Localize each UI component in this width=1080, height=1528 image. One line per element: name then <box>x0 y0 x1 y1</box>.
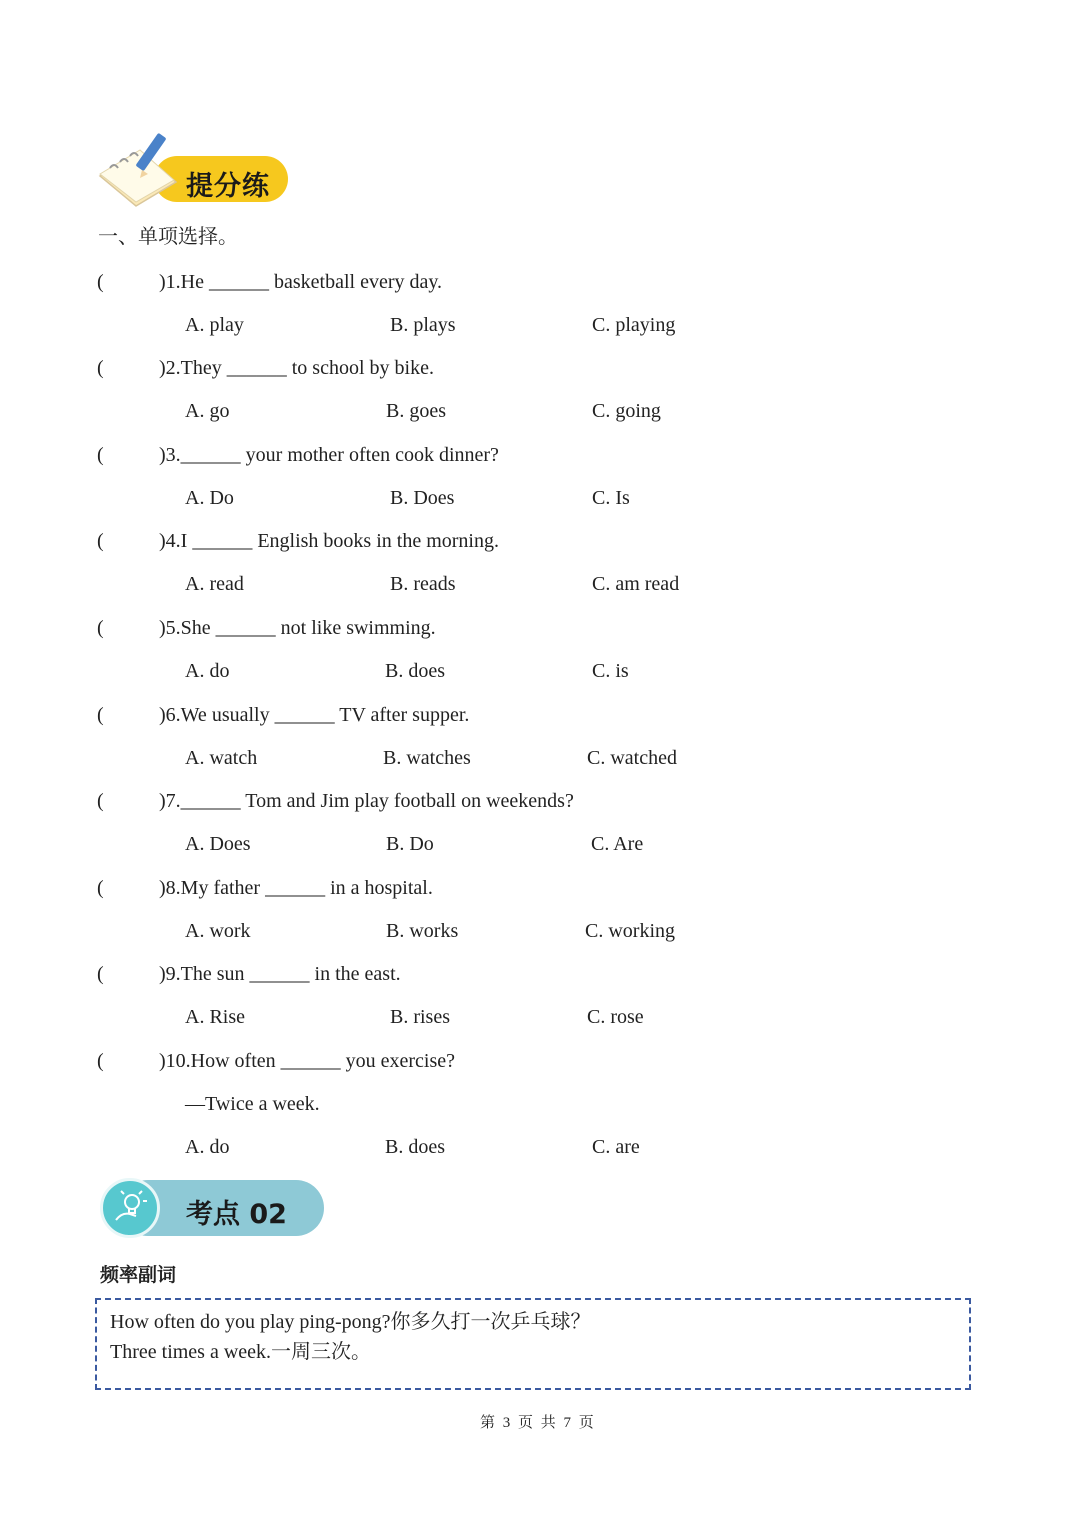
option-b: B. Does <box>390 487 455 509</box>
answer-paren: ( <box>97 704 104 726</box>
question-stem: )5.She ______ not like swimming. <box>159 617 436 639</box>
question-answer-line: —Twice a week. <box>185 1093 320 1115</box>
answer-paren: ( <box>97 877 104 899</box>
option-b: B. Do <box>386 833 434 855</box>
badge-label: 提分练 <box>186 171 270 202</box>
page-footer: 第 3 页 共 7 页 <box>480 1415 596 1431</box>
section-title: 一、单项选择。 <box>98 224 238 248</box>
option-a: A. Rise <box>185 1006 245 1028</box>
option-c: C. going <box>592 400 661 422</box>
question-stem: )6.We usually ______ TV after supper. <box>159 704 470 726</box>
option-c: C. Are <box>591 833 644 855</box>
answer-paren: ( <box>97 530 104 552</box>
option-b: B. goes <box>386 400 446 422</box>
option-b: B. rises <box>390 1006 450 1028</box>
answer-paren: ( <box>97 1050 104 1072</box>
option-b: B. watches <box>383 747 471 769</box>
option-c: C. working <box>585 920 675 942</box>
option-c: C. Is <box>592 487 630 509</box>
option-a: A. do <box>185 660 230 682</box>
option-b: B. plays <box>390 314 456 336</box>
question-stem: )10.How often ______ you exercise? <box>159 1050 456 1072</box>
example-line-1: How often do you play ping-pong?你多久打一次乒乓球？ <box>110 1311 591 1333</box>
question-stem: )1.He ______ basketball every day. <box>159 271 443 293</box>
question-stem: )7.______ Tom and Jim play football on weekends? <box>159 790 574 812</box>
option-c: C. playing <box>592 314 676 336</box>
option-b: B. works <box>386 920 459 942</box>
section-badge-practice <box>96 130 292 210</box>
example-box <box>95 1298 971 1390</box>
section-badge-key-point <box>100 1178 330 1240</box>
question-stem: )3.______ your mother often cook dinner? <box>159 444 499 466</box>
question-stem: )8.My father ______ in a hospital. <box>159 877 433 899</box>
option-a: A. do <box>185 1136 230 1158</box>
answer-paren: ( <box>97 963 104 985</box>
answer-paren: ( <box>97 444 104 466</box>
option-a: A. work <box>185 920 251 942</box>
option-a: A. Does <box>185 833 251 855</box>
answer-paren: ( <box>97 271 104 293</box>
option-c: C. watched <box>587 747 677 769</box>
option-b: B. does <box>385 660 445 682</box>
option-c: C. am read <box>592 573 680 595</box>
topic-title: 频率副词 <box>100 1264 177 1286</box>
notepad-pencil-icon <box>96 130 186 210</box>
question-stem: )9.The sun ______ in the east. <box>159 963 401 985</box>
answer-paren: ( <box>97 790 104 812</box>
option-a: A. Do <box>185 487 234 509</box>
option-c: C. rose <box>587 1006 644 1028</box>
option-b: B. does <box>385 1136 445 1158</box>
option-a: A. play <box>185 314 244 336</box>
example-line-2: Three times a week.一周三次。 <box>110 1341 372 1363</box>
option-a: A. read <box>185 573 244 595</box>
answer-paren: ( <box>97 617 104 639</box>
option-c: C. are <box>592 1136 640 1158</box>
question-stem: )4.I ______ English books in the morning. <box>159 530 499 552</box>
option-c: C. is <box>592 660 629 682</box>
option-a: A. watch <box>185 747 258 769</box>
answer-paren: ( <box>97 357 104 379</box>
question-stem: )2.They ______ to school by bike. <box>159 357 434 379</box>
option-b: B. reads <box>390 573 456 595</box>
badge-label: 考点 02 <box>186 1199 287 1230</box>
lightbulb-hand-icon <box>112 1190 148 1226</box>
option-a: A. go <box>185 400 230 422</box>
